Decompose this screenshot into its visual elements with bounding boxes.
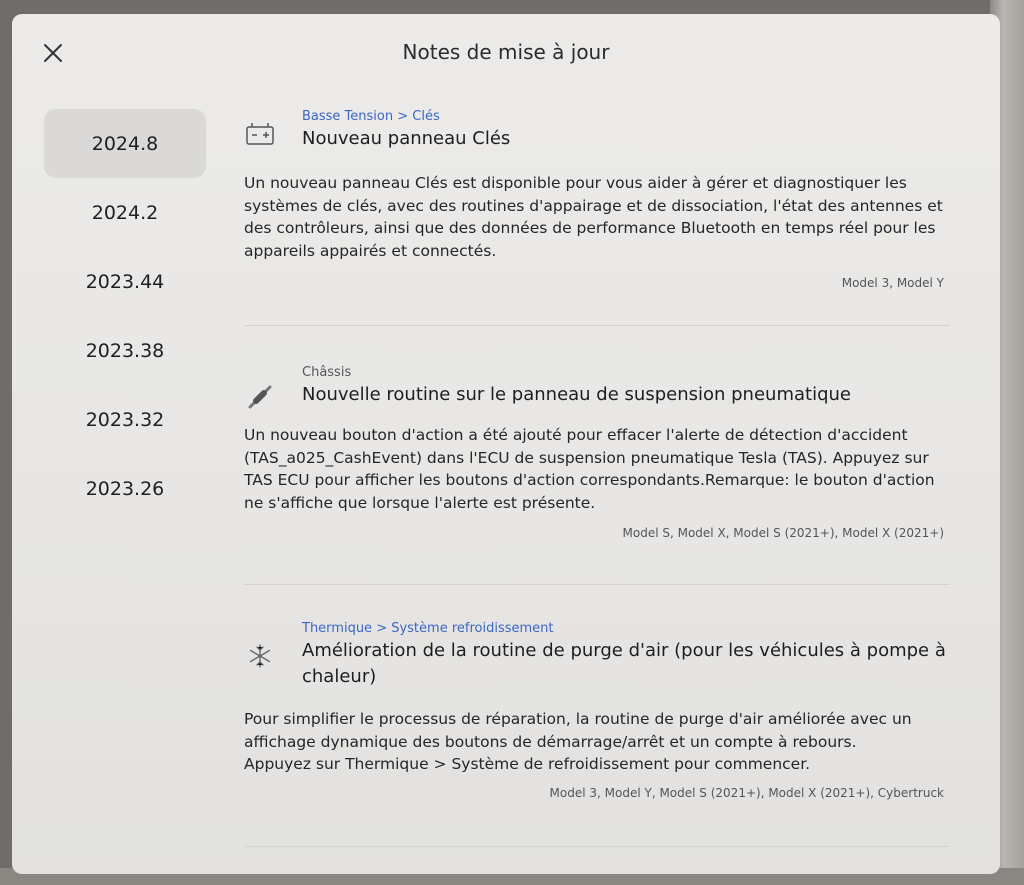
version-item-2023-26[interactable]: 2023.26 (85, 477, 165, 500)
page-title: Notes de mise à jour (402, 40, 610, 64)
note-body: Un nouveau panneau Clés est disponible pour vous aider à gérer et diagnostiquer les systèmes de clés, avec des routines d'appairage et de dissociation, l'état des antennes et des contrôleurs, ainsi que des données de performance Bluetooth en temps réel pour les appareils appairés et connectés. (244, 174, 943, 260)
note-category: Basse Tension > Clés (302, 109, 440, 124)
release-notes-modal (12, 14, 1000, 874)
version-item-2024-2[interactable]: 2024.2 (91, 201, 159, 224)
version-item-2023-32[interactable]: 2023.32 (85, 408, 165, 431)
release-note (244, 104, 950, 326)
snowflake-icon (244, 640, 276, 672)
shock-absorber-icon (244, 381, 276, 413)
version-item-2023-44[interactable]: 2023.44 (85, 270, 165, 293)
note-models: Model 3, Model Y (841, 276, 944, 290)
note-title: Nouvelle routine sur le panneau de suspension pneumatique (302, 384, 851, 405)
release-note (244, 585, 950, 847)
note-category: Châssis (302, 365, 352, 380)
version-sidebar (44, 109, 206, 523)
note-title: Amélioration de la routine de purge d'air (pour les véhicules à pompe à chaleur) (302, 640, 946, 687)
note-title: Nouveau panneau Clés (302, 128, 511, 149)
notes-list (244, 104, 950, 847)
note-category: Thermique > Système refroidissement (302, 621, 554, 636)
version-item-2024-8[interactable]: 2024.8 (44, 109, 206, 178)
battery-icon (244, 118, 276, 150)
note-models: Model S, Model X, Model S (2021+), Model X (2021+) (622, 526, 944, 540)
note-models: Model 3, Model Y, Model S (2021+), Model X (2021+), Cybertruck (549, 785, 944, 800)
release-note (244, 326, 950, 585)
note-body: Un nouveau bouton d'action a été ajouté pour effacer l'alerte de détection d'accident (TAS_a025_CashEvent) dans l'ECU de suspension pneumatique Tesla (TAS). Appuyez sur TAS ECU pour afficher les boutons d'action correspondants.Remarque: le bouton d'action ne s'affiche que lorsque l'alerte est présente. (244, 426, 935, 512)
version-item-2023-38[interactable]: 2023.38 (85, 339, 165, 362)
note-body: Pour simplifier le processus de réparation, la routine de purge d'air améliorée avec un affichage dynamique des boutons de démarrage/arrêt et un compte à rebours. Appuyez sur Thermique > Système de refroidissement pour commencer. (244, 710, 912, 773)
